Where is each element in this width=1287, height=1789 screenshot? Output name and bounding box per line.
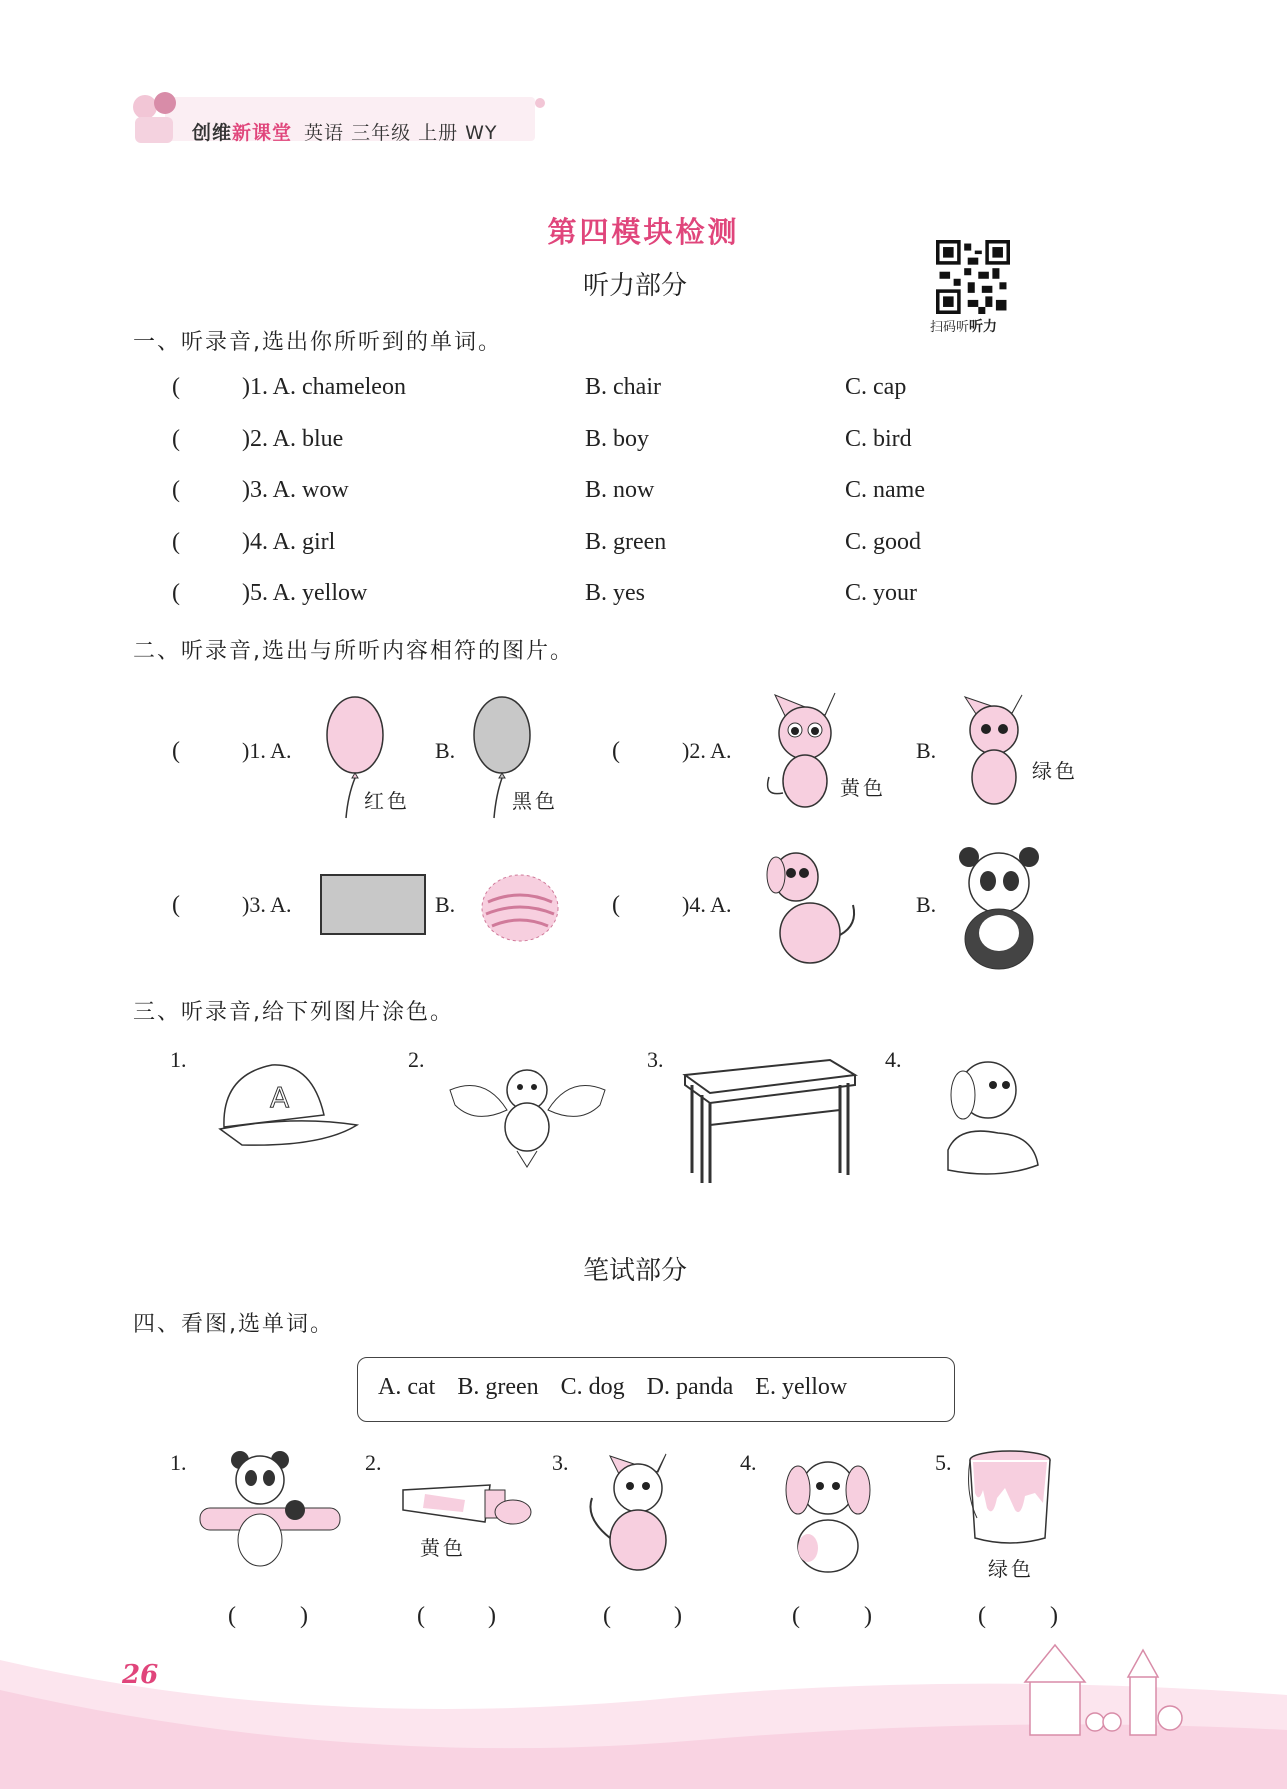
item-number: 5. — [935, 1450, 952, 1475]
option-b: B. yes — [585, 580, 645, 606]
q2-1-label: )1. A. — [242, 738, 292, 763]
option-a: )5. A. yellow — [242, 580, 368, 606]
option-b: B. boy — [585, 426, 650, 452]
watermelon-image[interactable] — [478, 872, 563, 944]
option-c: C. bird — [845, 426, 912, 452]
answer-blank[interactable]: ( — [612, 892, 620, 918]
qr-caption-1: 扫码听 — [930, 320, 970, 335]
item-number: 3. — [552, 1450, 569, 1475]
item-number: 3. — [647, 1047, 664, 1072]
option-b-label: B. — [435, 738, 456, 763]
answer-blank[interactable]: ( — [792, 1603, 800, 1629]
page-title: 第四模块检测 — [547, 215, 740, 249]
answer-blank-close: ) — [1050, 1603, 1058, 1629]
item-number: 4. — [885, 1047, 902, 1072]
qr-caption-2: 听力 — [969, 319, 998, 335]
option-a: )3. A. wow — [242, 477, 349, 503]
item-number: 1. — [170, 1450, 187, 1475]
answer-blank[interactable]: ( — [172, 529, 180, 555]
color-note-green: 绿色 — [988, 1557, 1034, 1581]
header-text — [192, 118, 498, 145]
paint-tube-image[interactable] — [395, 1470, 535, 1540]
part4-heading: 四、看图,选单词。 — [133, 1312, 334, 1337]
panda-image[interactable] — [955, 843, 1045, 973]
part2-heading: 二、听录音,选出与所听内容相符的图片。 — [133, 639, 574, 664]
option-c: C. cap — [845, 374, 907, 400]
answer-blank[interactable]: ( — [228, 1603, 236, 1629]
answer-blank[interactable]: ( — [978, 1603, 986, 1629]
bird-image[interactable] — [445, 1055, 610, 1170]
item-number: 4. — [740, 1450, 757, 1475]
option-b-label: B. — [916, 738, 937, 763]
footer-decoration — [0, 1620, 1287, 1789]
option-b-label: B. — [916, 892, 937, 917]
q2-4-label: )4. A. — [682, 892, 732, 917]
answer-blank-close: ) — [488, 1603, 496, 1629]
svg-text:A: A — [270, 1081, 290, 1114]
option-b-label: B. — [435, 892, 456, 917]
subject-label: 英语 三年级 上册 WY — [304, 122, 498, 144]
answer-blank-close: ) — [864, 1603, 872, 1629]
option-a: )4. A. girl — [242, 529, 336, 555]
word-option: D. panda — [646, 1374, 734, 1400]
color-note-yellow: 黄色 — [420, 1536, 466, 1560]
item-number: 2. — [365, 1450, 382, 1475]
color-note-red: 红色 — [364, 789, 410, 813]
brand-name-1: 创维 — [192, 122, 233, 144]
option-c: C. name — [845, 477, 925, 503]
answer-blank-close: ) — [300, 1603, 308, 1629]
option-a: )2. A. blue — [242, 426, 344, 452]
q2-3-label: )3. A. — [242, 892, 292, 917]
page-number: 26 — [122, 1660, 159, 1690]
qr-code[interactable] — [936, 240, 1010, 314]
word-bank — [378, 1374, 869, 1401]
answer-blank[interactable]: ( — [603, 1603, 611, 1629]
dog-outline-image[interactable] — [918, 1055, 1053, 1185]
qr-caption — [930, 316, 997, 336]
option-a: )1. A. chameleon — [242, 374, 406, 400]
puppy-image[interactable] — [770, 1448, 885, 1578]
part1-heading: 一、听录音,选出你所听到的单词。 — [133, 330, 502, 355]
answer-blank-close: ) — [674, 1603, 682, 1629]
answer-blank[interactable]: ( — [172, 892, 180, 918]
option-c: C. your — [845, 580, 917, 606]
color-note-yellow: 黄色 — [840, 776, 886, 800]
part3-heading: 三、听录音,给下列图片涂色。 — [133, 1000, 454, 1025]
option-c: C. good — [845, 529, 922, 555]
item-number: 1. — [170, 1047, 187, 1072]
word-option: A. cat — [378, 1374, 436, 1400]
word-option: E. yellow — [755, 1374, 848, 1400]
q2-2-label: )2. A. — [682, 738, 732, 763]
answer-blank[interactable]: ( — [172, 374, 180, 400]
color-note-green: 绿色 — [1032, 759, 1078, 783]
color-note-black: 黑色 — [512, 789, 558, 813]
option-b: B. now — [585, 477, 655, 503]
item-number: 2. — [408, 1047, 425, 1072]
cat-kitten-image[interactable] — [950, 685, 1040, 810]
dog-pink-image[interactable] — [758, 845, 868, 970]
option-b: B. chair — [585, 374, 661, 400]
paint-bucket-image[interactable] — [965, 1448, 1055, 1548]
answer-blank[interactable]: ( — [172, 477, 180, 503]
rectangle-gray-image[interactable] — [318, 872, 428, 937]
word-option: B. green — [457, 1374, 539, 1400]
cat-sitting-image[interactable] — [580, 1448, 695, 1573]
desk-image[interactable] — [680, 1055, 860, 1185]
answer-blank[interactable]: ( — [172, 426, 180, 452]
brand-name-2: 新课堂 — [232, 122, 293, 144]
panda-on-branch-image[interactable] — [195, 1448, 345, 1573]
cap-image[interactable] — [212, 1055, 362, 1150]
listening-heading: 听力部分 — [582, 271, 687, 301]
option-b: B. green — [585, 529, 667, 555]
written-heading: 笔试部分 — [582, 1256, 687, 1286]
word-option: C. dog — [560, 1374, 625, 1400]
answer-blank[interactable]: ( — [172, 580, 180, 606]
answer-blank[interactable]: ( — [417, 1603, 425, 1629]
answer-blank[interactable]: ( — [612, 738, 620, 764]
answer-blank[interactable]: ( — [172, 738, 180, 764]
